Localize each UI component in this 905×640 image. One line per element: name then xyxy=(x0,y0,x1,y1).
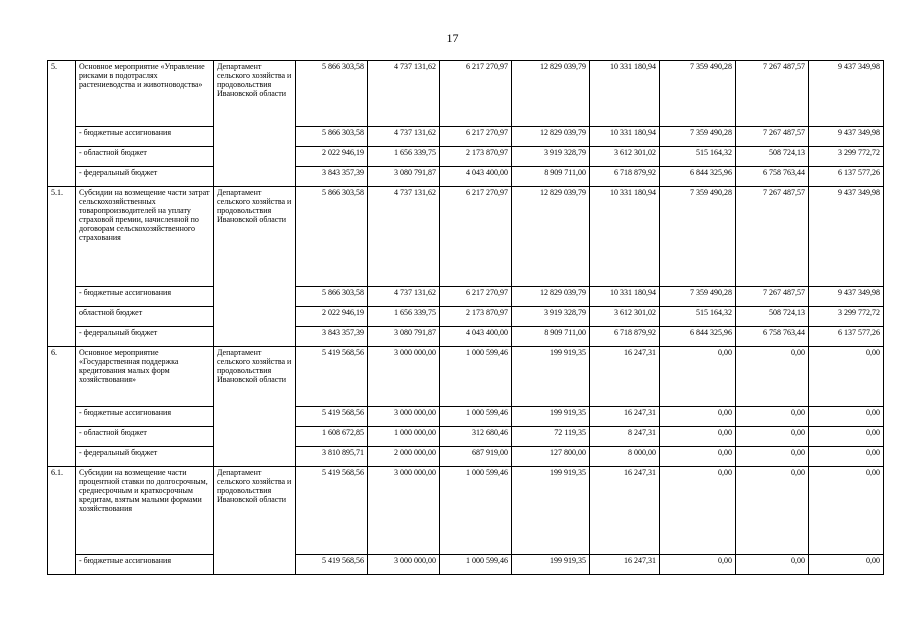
funding-source-label: - бюджетные ассигнования xyxy=(76,287,214,307)
row-number: 6.1. xyxy=(48,467,76,575)
amount-cell: 2 173 870,97 xyxy=(440,147,512,167)
amount-cell: 3 000 000,00 xyxy=(368,555,440,575)
amount-cell: 9 437 349,98 xyxy=(809,127,884,147)
funding-source-label: - бюджетные ассигнования xyxy=(76,127,214,147)
amount-cell: 1 000 599,46 xyxy=(440,407,512,427)
amount-cell: 6 137 577,26 xyxy=(809,327,884,347)
amount-cell: 3 919 328,79 xyxy=(512,147,590,167)
funding-source-label: - бюджетные ассигнования xyxy=(76,555,214,575)
amount-cell: 2 022 946,19 xyxy=(296,307,368,327)
amount-cell: 1 656 339,75 xyxy=(368,307,440,327)
amount-cell: 3 612 301,02 xyxy=(590,147,660,167)
funding-source-label: - федеральный бюджет xyxy=(76,167,214,187)
amount-cell: 0,00 xyxy=(660,427,736,447)
amount-cell: 6 217 270,97 xyxy=(440,287,512,307)
amount-cell: 8 247,31 xyxy=(590,427,660,447)
amount-cell: 6 844 325,96 xyxy=(660,327,736,347)
amount-cell: 8 000,00 xyxy=(590,447,660,467)
amount-cell: 10 331 180,94 xyxy=(590,287,660,307)
amount-cell: 0,00 xyxy=(660,467,736,555)
amount-cell: 1 608 672,85 xyxy=(296,427,368,447)
amount-cell: 3 000 000,00 xyxy=(368,407,440,427)
amount-cell: 4 737 131,62 xyxy=(368,127,440,147)
amount-cell: 3 843 357,39 xyxy=(296,327,368,347)
amount-cell: 199 919,35 xyxy=(512,467,590,555)
amount-cell: 0,00 xyxy=(660,407,736,427)
amount-cell: 5 419 568,56 xyxy=(296,347,368,407)
main-row xyxy=(48,61,884,127)
amount-cell: 3 299 772,72 xyxy=(809,147,884,167)
main-row xyxy=(48,347,884,407)
amount-cell: 9 437 349,98 xyxy=(809,61,884,127)
amount-cell: 7 267 487,57 xyxy=(736,61,809,127)
amount-cell: 10 331 180,94 xyxy=(590,61,660,127)
amount-cell: 7 359 490,28 xyxy=(660,287,736,307)
amount-cell: 6 217 270,97 xyxy=(440,127,512,147)
amount-cell: 0,00 xyxy=(660,447,736,467)
amount-cell: 8 909 711,00 xyxy=(512,167,590,187)
amount-cell: 7 359 490,28 xyxy=(660,187,736,287)
amount-cell: 6 217 270,97 xyxy=(440,187,512,287)
amount-cell: 9 437 349,98 xyxy=(809,187,884,287)
table-body xyxy=(48,61,884,575)
amount-cell: 3 000 000,00 xyxy=(368,467,440,555)
amount-cell: 0,00 xyxy=(660,555,736,575)
amount-cell: 5 866 303,58 xyxy=(296,187,368,287)
measure-name: Основное мероприятие «Управление рисками в подотраслях растениеводства и животноводства» xyxy=(76,61,214,127)
funding-source-row xyxy=(48,407,884,427)
amount-cell: 3 612 301,02 xyxy=(590,307,660,327)
amount-cell: 72 119,35 xyxy=(512,427,590,447)
amount-cell: 5 419 568,56 xyxy=(296,467,368,555)
amount-cell: 199 919,35 xyxy=(512,407,590,427)
amount-cell: 12 829 039,79 xyxy=(512,187,590,287)
funding-source-row xyxy=(48,167,884,187)
amount-cell: 1 000 599,46 xyxy=(440,555,512,575)
amount-cell: 12 829 039,79 xyxy=(512,61,590,127)
amount-cell: 687 919,00 xyxy=(440,447,512,467)
funding-source-label: - областной бюджет xyxy=(76,427,214,447)
amount-cell: 1 000 599,46 xyxy=(440,467,512,555)
department: Департамент сельского хозяйства и продовольствия Ивановской области xyxy=(214,187,296,347)
amount-cell: 312 680,46 xyxy=(440,427,512,447)
amount-cell: 6 718 879,92 xyxy=(590,167,660,187)
amount-cell: 1 000 000,00 xyxy=(368,427,440,447)
amount-cell: 7 267 487,57 xyxy=(736,187,809,287)
page-number: 17 xyxy=(446,31,459,45)
amount-cell: 2 022 946,19 xyxy=(296,147,368,167)
amount-cell: 7 267 487,57 xyxy=(736,287,809,307)
amount-cell: 3 299 772,72 xyxy=(809,307,884,327)
amount-cell: 515 164,32 xyxy=(660,147,736,167)
funding-source-label: областной бюджет xyxy=(76,307,214,327)
main-row xyxy=(48,467,884,555)
funding-source-row xyxy=(48,307,884,327)
amount-cell: 0,00 xyxy=(736,347,809,407)
amount-cell: 7 267 487,57 xyxy=(736,127,809,147)
amount-cell: 5 419 568,56 xyxy=(296,555,368,575)
amount-cell: 0,00 xyxy=(809,407,884,427)
department: Департамент сельского хозяйства и продовольствия Ивановской области xyxy=(214,347,296,467)
amount-cell: 0,00 xyxy=(809,427,884,447)
amount-cell: 6 758 763,44 xyxy=(736,167,809,187)
amount-cell: 4 737 131,62 xyxy=(368,287,440,307)
measure-name: Субсидии на возмещение части процентной ставки по долгосрочным, среднесрочным и краткосрочным кредитам, взятым малыми формами хозяйствования xyxy=(76,467,214,555)
funding-source-row xyxy=(48,287,884,307)
measure-name: Основное мероприятие «Государственная поддержка кредитования малых форм хозяйствования» xyxy=(76,347,214,407)
amount-cell: 0,00 xyxy=(736,467,809,555)
funding-source-label: - бюджетные ассигнования xyxy=(76,407,214,427)
amount-cell: 508 724,13 xyxy=(736,307,809,327)
amount-cell: 0,00 xyxy=(736,555,809,575)
amount-cell: 9 437 349,98 xyxy=(809,287,884,307)
funding-source-row xyxy=(48,327,884,347)
budget-table xyxy=(47,60,884,575)
amount-cell: 4 043 400,00 xyxy=(440,167,512,187)
amount-cell: 4 737 131,62 xyxy=(368,61,440,127)
funding-source-label: - областной бюджет xyxy=(76,147,214,167)
amount-cell: 10 331 180,94 xyxy=(590,187,660,287)
amount-cell: 7 359 490,28 xyxy=(660,61,736,127)
amount-cell: 0,00 xyxy=(809,555,884,575)
amount-cell: 16 247,31 xyxy=(590,467,660,555)
amount-cell: 0,00 xyxy=(736,427,809,447)
funding-source-label: - федеральный бюджет xyxy=(76,327,214,347)
amount-cell: 508 724,13 xyxy=(736,147,809,167)
funding-source-row xyxy=(48,127,884,147)
amount-cell: 3 810 895,71 xyxy=(296,447,368,467)
amount-cell: 3 080 791,87 xyxy=(368,327,440,347)
row-number: 5.1. xyxy=(48,187,76,347)
department: Департамент сельского хозяйства и продовольствия Ивановской области xyxy=(214,467,296,575)
row-number: 5. xyxy=(48,61,76,187)
amount-cell: 4 043 400,00 xyxy=(440,327,512,347)
amount-cell: 3 000 000,00 xyxy=(368,347,440,407)
amount-cell: 12 829 039,79 xyxy=(512,287,590,307)
amount-cell: 0,00 xyxy=(660,347,736,407)
amount-cell: 1 000 599,46 xyxy=(440,347,512,407)
amount-cell: 515 164,32 xyxy=(660,307,736,327)
amount-cell: 2 173 870,97 xyxy=(440,307,512,327)
amount-cell: 0,00 xyxy=(736,447,809,467)
amount-cell: 6 137 577,26 xyxy=(809,167,884,187)
amount-cell: 5 866 303,58 xyxy=(296,61,368,127)
amount-cell: 16 247,31 xyxy=(590,555,660,575)
amount-cell: 7 359 490,28 xyxy=(660,127,736,147)
amount-cell: 5 866 303,58 xyxy=(296,127,368,147)
amount-cell: 3 080 791,87 xyxy=(368,167,440,187)
amount-cell: 199 919,35 xyxy=(512,555,590,575)
amount-cell: 4 737 131,62 xyxy=(368,187,440,287)
amount-cell: 6 758 763,44 xyxy=(736,327,809,347)
amount-cell: 0,00 xyxy=(736,407,809,427)
amount-cell: 10 331 180,94 xyxy=(590,127,660,147)
amount-cell: 5 419 568,56 xyxy=(296,407,368,427)
amount-cell: 0,00 xyxy=(809,347,884,407)
amount-cell: 16 247,31 xyxy=(590,347,660,407)
amount-cell: 6 718 879,92 xyxy=(590,327,660,347)
amount-cell: 12 829 039,79 xyxy=(512,127,590,147)
amount-cell: 0,00 xyxy=(809,467,884,555)
funding-source-label: - федеральный бюджет xyxy=(76,447,214,467)
amount-cell: 3 843 357,39 xyxy=(296,167,368,187)
department: Департамент сельского хозяйства и продовольствия Ивановской области xyxy=(214,61,296,187)
amount-cell: 127 800,00 xyxy=(512,447,590,467)
amount-cell: 3 919 328,79 xyxy=(512,307,590,327)
amount-cell: 16 247,31 xyxy=(590,407,660,427)
amount-cell: 6 217 270,97 xyxy=(440,61,512,127)
amount-cell: 0,00 xyxy=(809,447,884,467)
row-number: 6. xyxy=(48,347,76,467)
amount-cell: 6 844 325,96 xyxy=(660,167,736,187)
funding-source-row xyxy=(48,555,884,575)
amount-cell: 1 656 339,75 xyxy=(368,147,440,167)
funding-source-row xyxy=(48,447,884,467)
amount-cell: 5 866 303,58 xyxy=(296,287,368,307)
funding-source-row xyxy=(48,147,884,167)
amount-cell: 2 000 000,00 xyxy=(368,447,440,467)
amount-cell: 199 919,35 xyxy=(512,347,590,407)
main-row xyxy=(48,187,884,287)
measure-name: Субсидии на возмещение части затрат сельскохозяйственных товаропроизводителей на уплату страховой премии, начисленной по договорам сельскохозяйственного страхования xyxy=(76,187,214,287)
funding-source-row xyxy=(48,427,884,447)
amount-cell: 8 909 711,00 xyxy=(512,327,590,347)
